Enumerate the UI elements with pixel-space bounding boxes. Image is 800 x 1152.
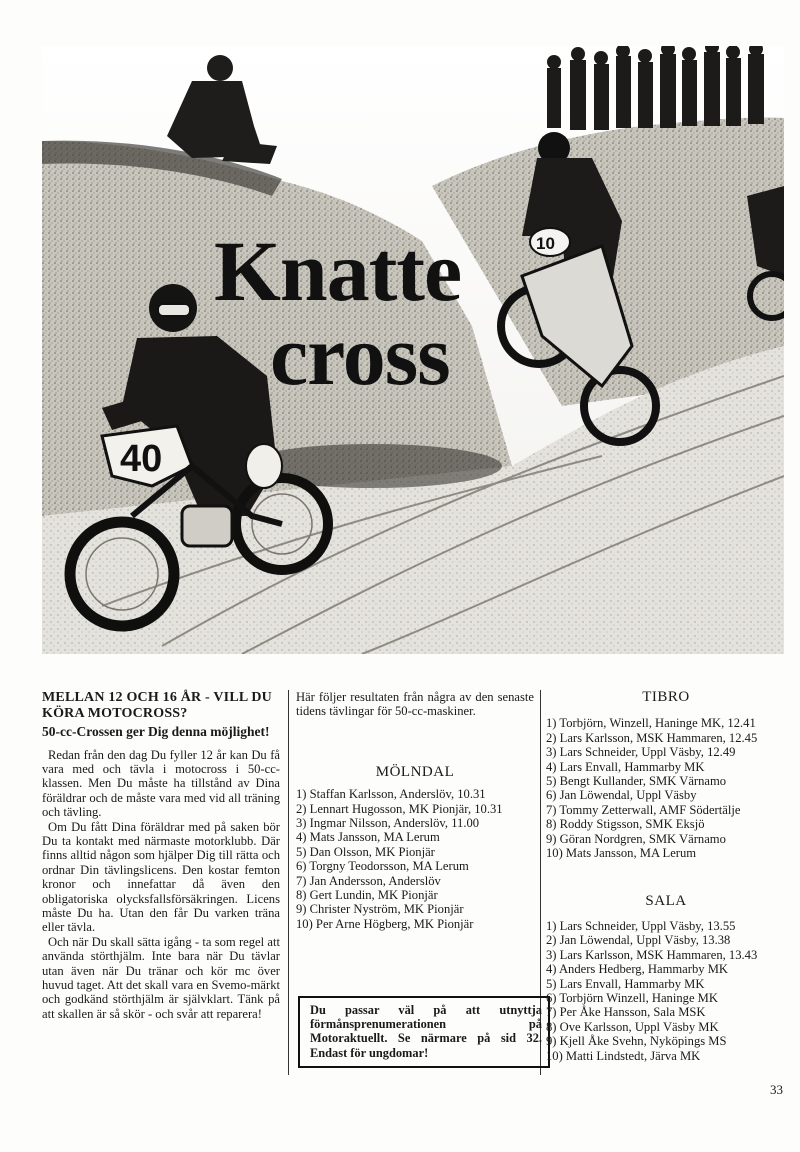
bike-number-center: 10	[536, 234, 555, 253]
list-item: 2) Jan Löwendal, Uppl Väsby, 13.38	[546, 933, 731, 948]
list-item: 6) Torgny Teodorsson, MA Lerum	[296, 859, 469, 874]
list-item: 5) Dan Olsson, MK Pionjär	[296, 844, 435, 859]
list-item: 4) Mats Jansson, MA Lerum	[296, 830, 440, 845]
molndal-results	[296, 787, 534, 931]
list-item: 9) Kjell Åke Svehn, Nyköpings MS	[546, 1034, 727, 1049]
list-item: 6) Torbjörn Winzell, Haninge MK	[546, 990, 718, 1005]
list-item: 7) Per Åke Hansson, Sala MSK	[546, 1005, 706, 1020]
article-subheading: 50-cc-Crossen ger Dig denna möjlighet!	[42, 724, 270, 739]
tibro-title: TIBRO	[642, 689, 690, 705]
list-item: 8) Roddy Stigsson, SMK Eksjö	[546, 817, 705, 832]
headline-line-1: Knatte	[214, 223, 462, 319]
motocross-photo	[42, 46, 784, 654]
list-item: 2) Lennart Hugosson, MK Pionjär, 10.31	[296, 801, 503, 816]
list-item: 2) Lars Karlsson, MSK Hammaren, 12.45	[546, 730, 758, 745]
list-item: 3) Ingmar Nilsson, Anderslöv, 11.00	[296, 816, 480, 831]
molndal-title: MÖLNDAL	[375, 763, 455, 780]
list-item: 10) Mats Jansson, MA Lerum	[546, 846, 697, 861]
headline-line-2: cross	[270, 307, 450, 403]
list-item: 1) Staffan Karlsson, Anderslöv, 10.31	[296, 787, 486, 802]
list-item: 1) Torbjörn, Winzell, Haninge MK, 12.41	[546, 716, 756, 731]
sala-results	[546, 919, 786, 1063]
page-number: 33	[770, 1082, 783, 1097]
list-item: 9) Göran Nordgren, SMK Värnamo	[546, 831, 726, 846]
list-item: 10) Matti Lindstedt, Järva MK	[546, 1048, 701, 1063]
article-paragraph: Och när Du skall sätta igång - ta som regel att använda störthjälm. Inte bara när Du tävlar utan även när Du tränar och kör mc över huvud taget. Att det skall vara en Svemo-märkt och godkänd störthjälm är självklart. Tänk på att skallen är så skör - och svår att reparera!	[42, 934, 280, 1021]
list-item: 1) Lars Schneider, Uppl Väsby, 13.55	[546, 918, 736, 933]
article-paragraph: Om Du fått Dina föräldrar med på saken bör Du ta kontakt med närmaste motorklubb. Där finns alltid någon som hjälper Dig till rätta och ordnar Din tävlingslicens. Den kostar femton kronor och innefattar då även den obligatoriska olycksfallsförsäkringen. Licens måste Du ha. Utan den får Du varken träna eller tävla.	[42, 819, 280, 935]
list-item: 6) Jan Löwendal, Uppl Väsby	[546, 788, 697, 803]
list-item: 8) Gert Lundin, MK Pionjär	[296, 888, 438, 903]
list-item: 5) Bengt Kullander, SMK Värnamo	[546, 774, 727, 789]
tibro-results	[546, 716, 786, 860]
list-item: 4) Lars Envall, Hammarby MK	[546, 759, 705, 774]
article-paragraph: Redan från den dag Du fyller 12 år kan Du få vara med och tävla i motocross i 50-cc-klassen. Men Du måste ha tillstånd av Dina föräldrar och de måste vara med vid all träning och tävling.	[42, 747, 280, 820]
results-intro: Här följer resultaten från några av den senaste tidens tävlingar för 50-cc-maskiner.	[296, 690, 534, 719]
article-heading: MELLAN 12 OCH 16 ÅR - VILL DU KÖRA MOTOCROSS?	[42, 690, 272, 721]
list-item: 9) Christer Nyström, MK Pionjär	[296, 902, 464, 917]
list-item: 8) Ove Karlsson, Uppl Väsby MK	[546, 1019, 719, 1034]
list-item: 3) Lars Schneider, Uppl Väsby, 12.49	[546, 745, 736, 760]
list-item: 10) Per Arne Högberg, MK Pionjär	[296, 916, 474, 931]
column-divider	[288, 690, 289, 1075]
list-item: 3) Lars Karlsson, MSK Hammaren, 13.43	[546, 947, 758, 962]
list-item: 4) Anders Hedberg, Hammarby MK	[546, 962, 728, 977]
subscription-notice: Du passar väl på att utnyttja förmånsprenumerationen på Motoraktuellt. Se närmare på sid 32. Endast för ungdomar!	[298, 996, 550, 1068]
molndal-column	[296, 690, 534, 931]
list-item: 7) Jan Andersson, Anderslöv	[296, 873, 441, 888]
bike-number-left: 40	[120, 438, 163, 480]
results-column	[546, 690, 786, 1063]
sala-title: SALA	[645, 893, 687, 910]
list-item: 7) Tommy Zetterwall, AMF Södertälje	[546, 802, 741, 817]
article-column	[42, 690, 280, 1021]
list-item: 5) Lars Envall, Hammarby MK	[546, 976, 705, 991]
